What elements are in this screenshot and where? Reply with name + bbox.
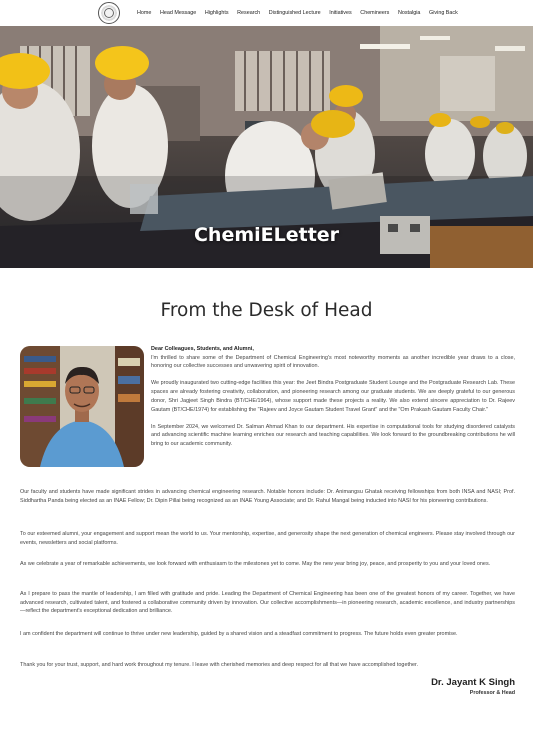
nav-item-chemineers[interactable]: Chemineers — [360, 10, 390, 16]
nav-item-distinguished-lecture[interactable]: Distinguished Lecture — [268, 10, 321, 16]
nav-links — [137, 0, 466, 26]
body-paragraph: As we celebrate a year of remarkable achievements, we look forward with enthusiasm to the milestones yet to come. May the new year bring joy, peace, and prosperity to you and your loved ones. — [20, 561, 491, 567]
hero-title: ChemiELetter — [193, 224, 340, 246]
greeting: Dear Colleagues, Students, and Alumni, — [151, 346, 254, 352]
nav-item-initiatives[interactable]: Initiatives — [329, 10, 352, 16]
body-paragraph: Our faculty and students have made significant strides in advancing chemical engineering research. Notable honors include: Dr. Animangsu Ghatak receiving fellowships from both INSA and NASI; Prof. Siddhartha Panda being elected as an INAE Fellow; Dr. Dipin Pillai being recognized as an INAE Young Associate; and Dr. Rahul Mangal being inducted into NASI for his pioneering contributions. — [20, 489, 515, 504]
intro-text — [151, 345, 515, 449]
page-title: From the Desk of Head — [160, 300, 373, 321]
nav-item-home[interactable]: Home — [137, 10, 152, 16]
nav-item-giving-back[interactable]: Giving Back — [429, 10, 458, 16]
hero-banner — [0, 26, 533, 268]
nav-item-research[interactable]: Research — [237, 10, 261, 16]
body-paragraph: As I prepare to pass the mantle of leadership, I am filled with gratitude and pride. Leading the Department of Chemical Engineering has been one of the greatest honors of my career. Together, we have advanced research, cultivated talent, and fostered a collaborative community driven by innovation. Our collective accomplishments—in pioneering research, academic excellence, and industry partnerships—reflect the department's exceptional dedication and brilliance. — [20, 591, 515, 615]
intro-paragraph: I'm thrilled to share some of the Department of Chemical Engineering's most noteworthy moments as another incredible year draws to a close, honoring our collective successes and unwavering spirit of innovation. — [151, 354, 515, 370]
signature-name: Dr. Jayant K Singh — [431, 677, 515, 688]
body-paragraph: I am confident the department will continue to thrive under new leadership, guided by a shared vision and a steadfast commitment to progress. The future holds even greater promise. — [20, 631, 458, 637]
top-nav — [0, 0, 533, 26]
intro-paragraph: We proudly inaugurated two cutting-edge facilities this year: the Jeet Bindra Postgraduate Student Lounge and the Postgraduate Research Lab. These spaces are already fostering creativity, collaboration, and pioneering research among our graduate students. We are deeply grateful to our generous donor, Shri Jagjeet Singh Bindra (BT/CHE/1964), whose support made these projects a reality. We also extend sincere appreciation to Dr. Rajeev Gautam (BT/CHE/1974) for establishing the "Rajeev and Joyce Gautam Student Travel Grant" and the "Om Prakash Gautam Faculty Chair." — [151, 380, 515, 413]
body-paragraph: Thank you for your trust, support, and hard work throughout my tenure. I leave with cherished memories and deep respect for all that we have accomplished together. — [20, 662, 419, 668]
head-portrait — [20, 346, 144, 467]
signature-role: Professor & Head — [469, 690, 515, 696]
nav-item-head-message[interactable]: Head Message — [159, 10, 197, 16]
body-paragraph: To our esteemed alumni, your engagement and support mean the world to us. Your mentorship, expertise, and generosity shape the next generation of chemical engineers. Please stay involved through our events, newsletters and social platforms. — [20, 531, 515, 546]
nav-item-nostalgia[interactable]: Nostalgia — [397, 10, 421, 16]
intro-paragraph: In September 2024, we welcomed Dr. Salman Ahmad Khan to our department. His expertise in computational tools for studying disordered catalysts and advancing scientific machine learning enriches our research and teaching capabilities. We look forward to the groundbreaking contributions he will bring to our academic community. — [151, 423, 515, 447]
institute-logo-icon[interactable] — [98, 2, 120, 24]
portrait-image — [20, 346, 144, 467]
nav-item-highlights[interactable]: Highlights — [204, 10, 229, 16]
